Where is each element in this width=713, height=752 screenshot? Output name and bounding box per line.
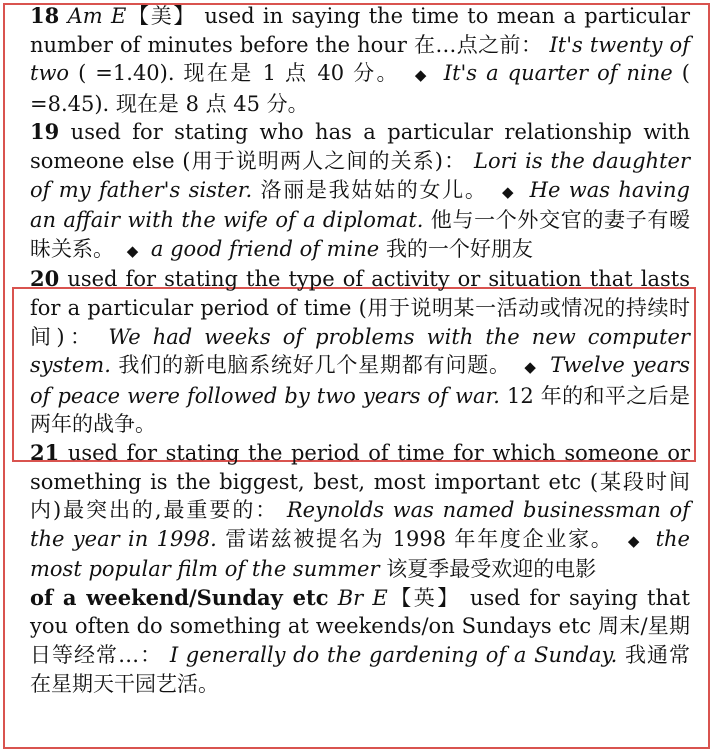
sense-21	[30, 439, 690, 584]
region-label-cn: 【英】	[387, 585, 461, 610]
example-cn: 我通常在星期天干园艺活。	[30, 643, 691, 696]
example-en: It's twenty of two	[30, 32, 690, 86]
region-label: Am E	[67, 4, 127, 28]
definition: used in saying the time to mean a particular number of minutes before the hour 在…点之前：	[30, 4, 691, 57]
sense-number: 20	[30, 266, 60, 292]
definition: used for stating who has a particular relationship with someone else (用于说明两人之间的关系)：	[30, 120, 690, 173]
example-cn: ( =8.45). 现在是 8 点 45 分。	[30, 61, 690, 116]
phrase-of-a-weekend	[30, 584, 690, 698]
example-en: It's a quarter of nine	[443, 61, 673, 86]
example-cn: 该夏季最受欢迎的电影	[386, 557, 597, 582]
example-en: He was having an affair with the wife of a diplomat.	[30, 177, 690, 233]
region-label: Br E	[337, 585, 388, 610]
example-en: I generally do the gardening of a Sunday.	[169, 643, 618, 668]
diamond-icon: ◆	[501, 182, 516, 201]
sense-number: 21	[30, 439, 60, 465]
sense-19	[30, 118, 690, 265]
sense-20	[30, 265, 690, 439]
example-en: a good friend of mine	[150, 236, 380, 261]
diamond-icon: ◆	[414, 66, 429, 85]
example-cn: 12 年的和平之后是两年的战争。	[30, 383, 690, 437]
example-en: the most popular film of the summer	[30, 526, 690, 582]
definition: used for stating the period of time for which someone or something is the biggest, best, most important etc (某段时间内)最突出的,最重要的：	[30, 440, 690, 523]
example-cn: 雷诺兹被提名为 1998 年年度企业家。	[225, 526, 614, 551]
example-en: Reynolds was named businessman of the year in 1998.	[30, 498, 690, 551]
diamond-icon: ◆	[524, 358, 537, 377]
entry-list	[30, 2, 690, 698]
example-cn: ( =1.40). 现在是 1 点 40 分。	[78, 61, 400, 86]
example-en: Twelve years of peace were followed by two years of war.	[30, 353, 690, 408]
definition: used for saying that you often do something at weekends/on Sundays etc 周末/星期日等经常…：	[30, 585, 690, 668]
definition: used for stating the type of activity or situation that lasts for a particular period of time (用于说明某一活动或情况的持续时间)：	[30, 267, 690, 349]
example-en: Lori is the daughter of my father's sister.	[30, 148, 690, 202]
example-cn: 洛丽是我姑姑的女儿。	[260, 177, 488, 202]
example-cn: 我的一个好朋友	[385, 236, 533, 261]
sense-number: 18	[30, 3, 60, 28]
sense-18	[30, 2, 690, 118]
diamond-icon: ◆	[126, 241, 139, 260]
phrase-headword: of a weekend/Sunday etc	[30, 584, 329, 610]
example-cn: 他与一个外交官的妻子有暧昧关系。	[30, 208, 691, 261]
region-label-cn: 【美】	[126, 4, 197, 28]
sense-number: 19	[30, 119, 60, 145]
diamond-icon: ◆	[627, 531, 642, 550]
example-cn: 我们的新电脑系统好几个星期都有问题。	[118, 353, 511, 378]
example-en: We had weeks of problems with the new computer system.	[30, 324, 690, 378]
